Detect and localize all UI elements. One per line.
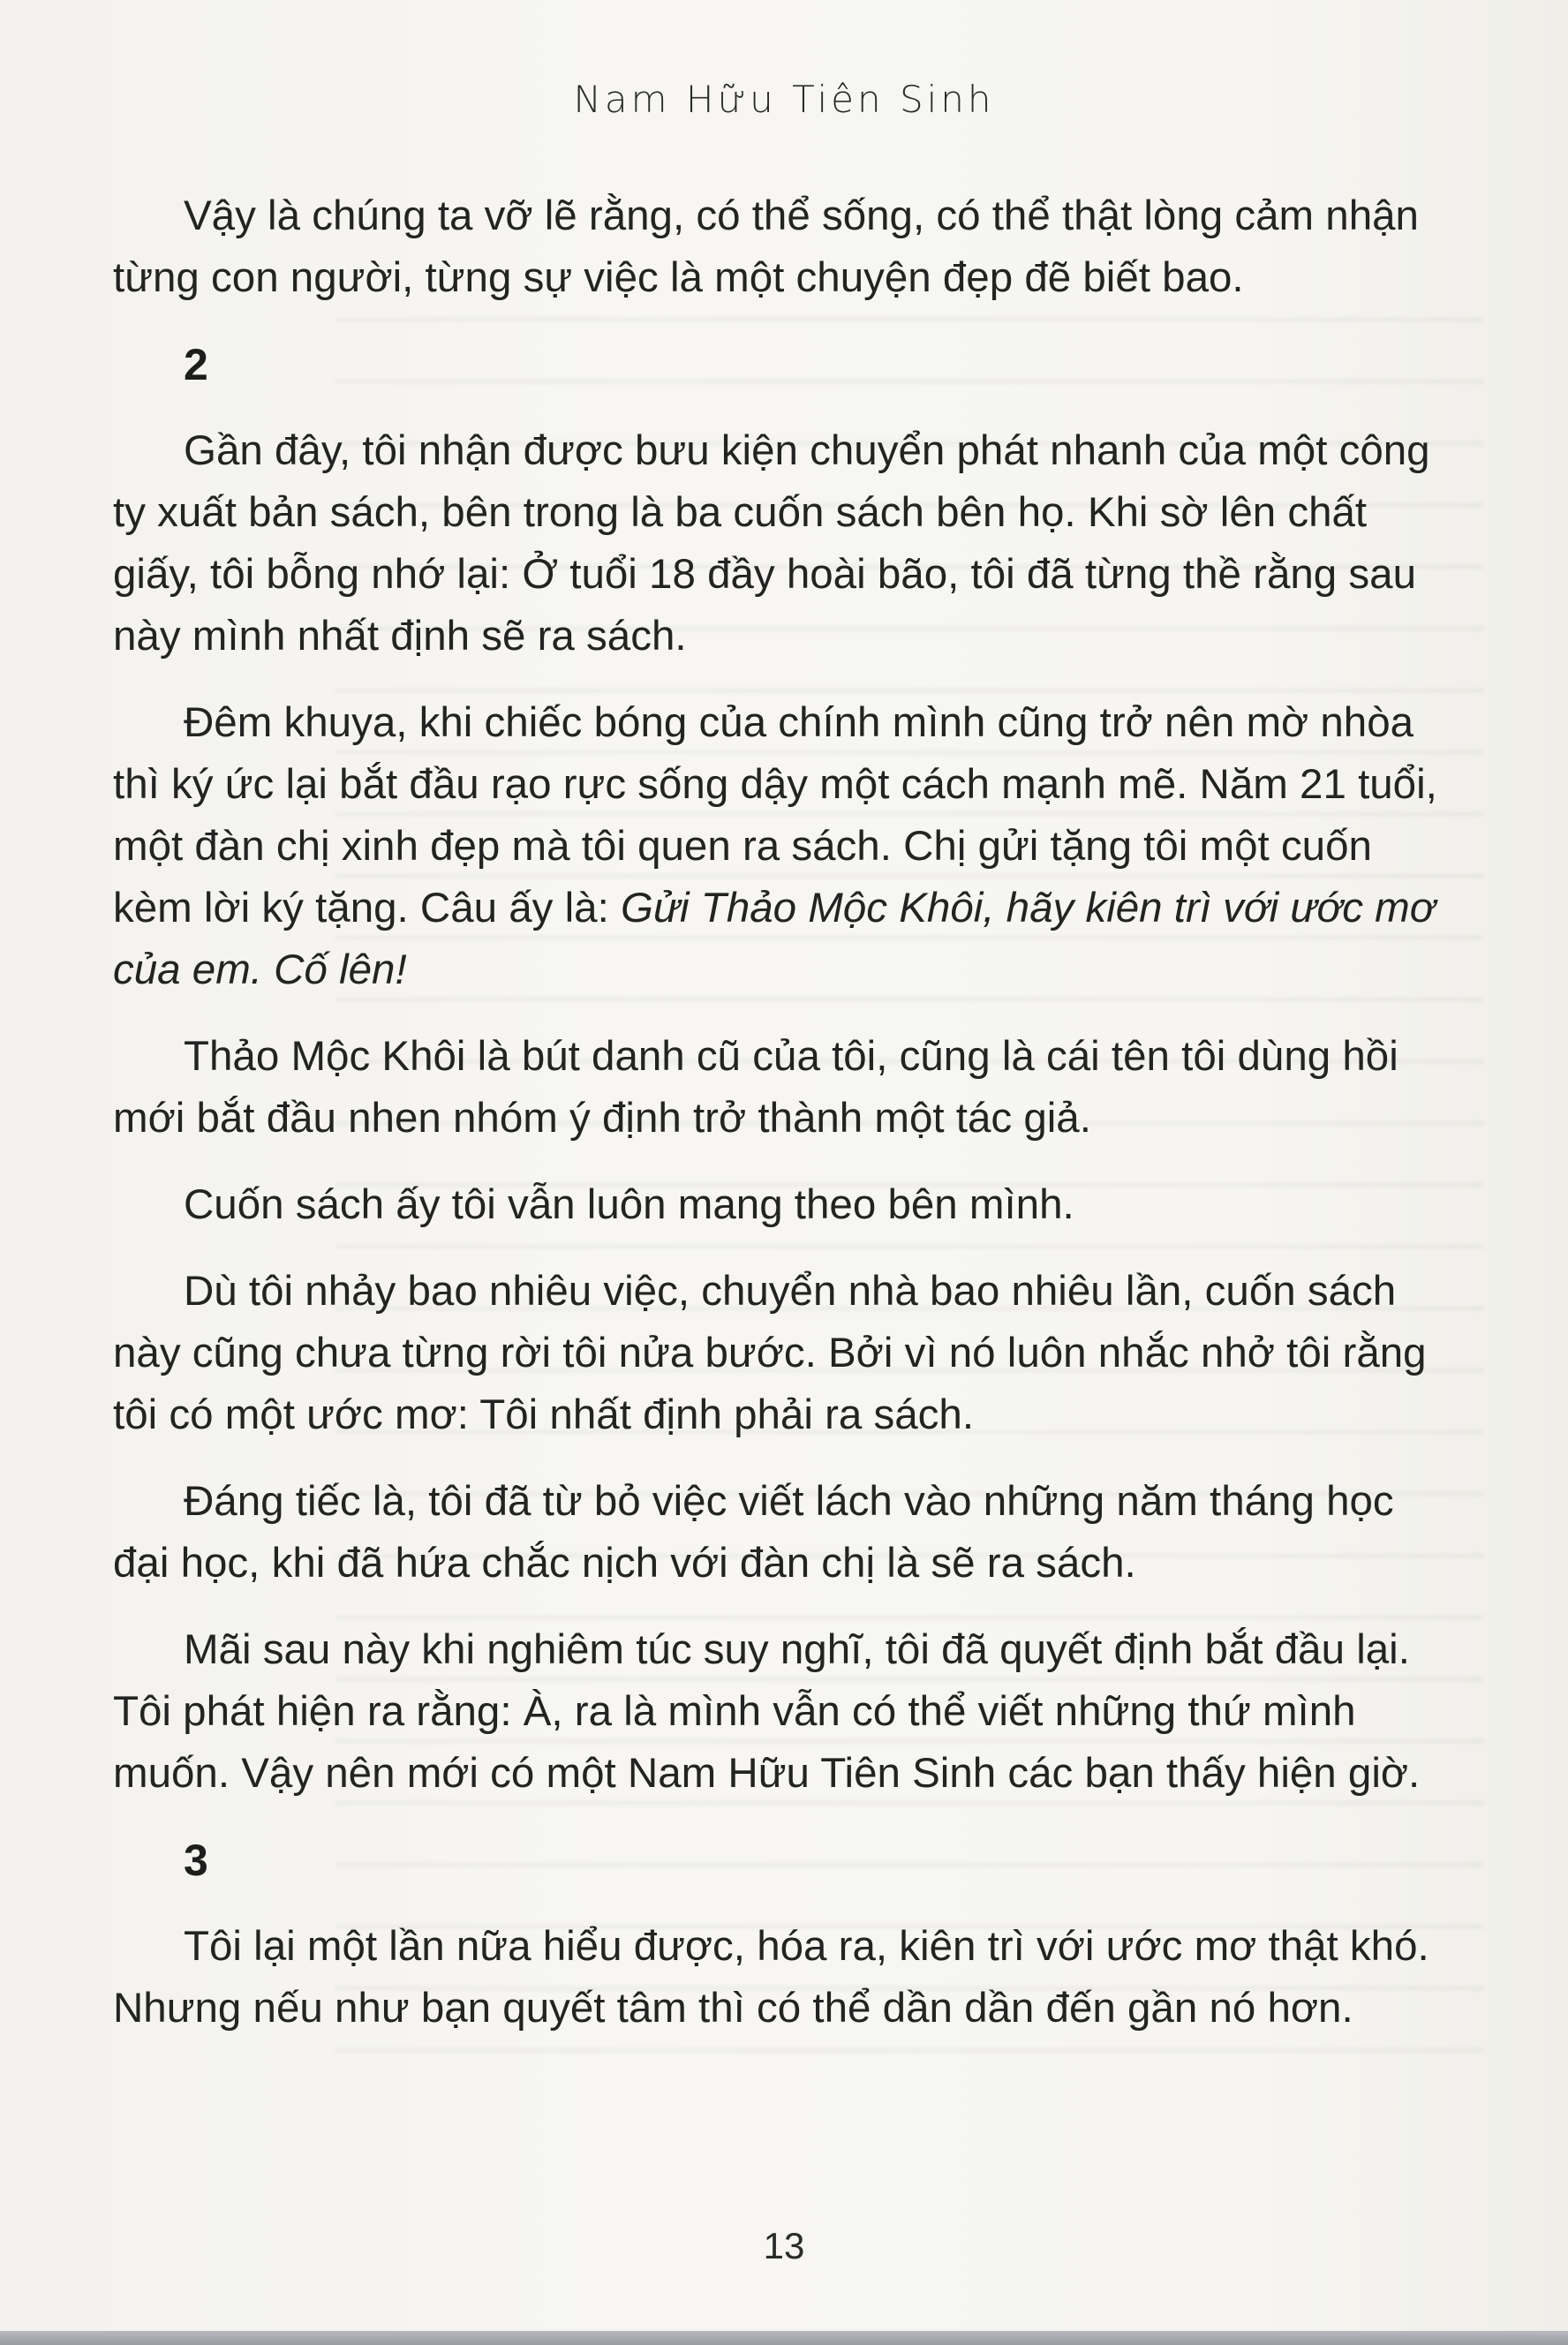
paragraph-2: Gần đây, tôi nhận được bưu kiện chuyển phát nhanh của một công ty xuất bản sách, bên trong là ba cuốn sách bên họ. Khi sờ lên chất giấy, tôi bỗng nhớ lại: Ở tuổi 18 đầy hoài bão, tôi đã từng thề rằng sau này mình nhất định sẽ ra sách. (113, 427, 1430, 660)
running-header: Nam Hữu Tiên Sinh (573, 78, 995, 121)
section-number-2: 2 (184, 340, 208, 389)
section-number-3: 3 (184, 1836, 208, 1885)
paragraph-6: Dù tôi nhảy bao nhiêu việc, chuyển nhà bao nhiêu lần, cuốn sách này cũng chưa từng rời tôi nửa bước. Bởi vì nó luôn nhắc nhở tôi rằng tôi có một ước mơ: Tôi nhất định phải ra sách. (113, 1268, 1427, 1438)
paragraph-9: Tôi lại một lần nữa hiểu được, hóa ra, kiên trì với ước mơ thật khó. Nhưng nếu như bạn quyết tâm thì có thể dần dần đến gần nó hơn. (113, 1923, 1429, 2032)
page-number: 13 (763, 2225, 805, 2266)
page-bottom-edge (0, 2331, 1568, 2345)
paragraph-7: Đáng tiếc là, tôi đã từ bỏ việc viết lách vào những năm tháng học đại học, khi đã hứa chắc nịch với đàn chị là sẽ ra sách. (113, 1478, 1394, 1587)
page-body (113, 185, 1457, 2064)
paragraph-1: Vậy là chúng ta vỡ lẽ rằng, có thể sống, có thể thật lòng cảm nhận từng con người, từng sự việc là một chuyện đẹp đẽ biết bao. (113, 192, 1419, 301)
paragraph-4: Thảo Mộc Khôi là bút danh cũ của tôi, cũng là cái tên tôi dùng hồi mới bắt đầu nhen nhóm ý định trở thành một tác giả. (113, 1033, 1398, 1142)
paragraph-8: Mãi sau này khi nghiêm túc suy nghĩ, tôi đã quyết định bắt đầu lại. Tôi phát hiện ra rằng: À, ra là mình vẫn có thể viết những thứ mình muốn. Vậy nên mới có một Nam Hữu Tiên Sinh các bạn thấy hiện giờ. (113, 1626, 1421, 1797)
paragraph-3-text: Đêm khuya, khi chiếc bóng của chính mình cũng trở nên mờ nhòa thì ký ức lại bắt đầu rạo rực sống dậy một cách mạnh mẽ. Năm 21 tuổi, một đàn chị xinh đẹp mà tôi quen ra sách. Chị gửi tặng tôi một cuốn kèm lời ký tặng. Câu ấy là: (113, 699, 1437, 931)
paragraph-3 (113, 692, 1457, 1001)
paragraph-5: Cuốn sách ấy tôi vẫn luôn mang theo bên mình. (184, 1181, 1074, 1228)
dedication-quote: Gửi Thảo Mộc Khôi, hãy kiên trì với ước mơ của em. Cố lên! (113, 885, 1436, 993)
